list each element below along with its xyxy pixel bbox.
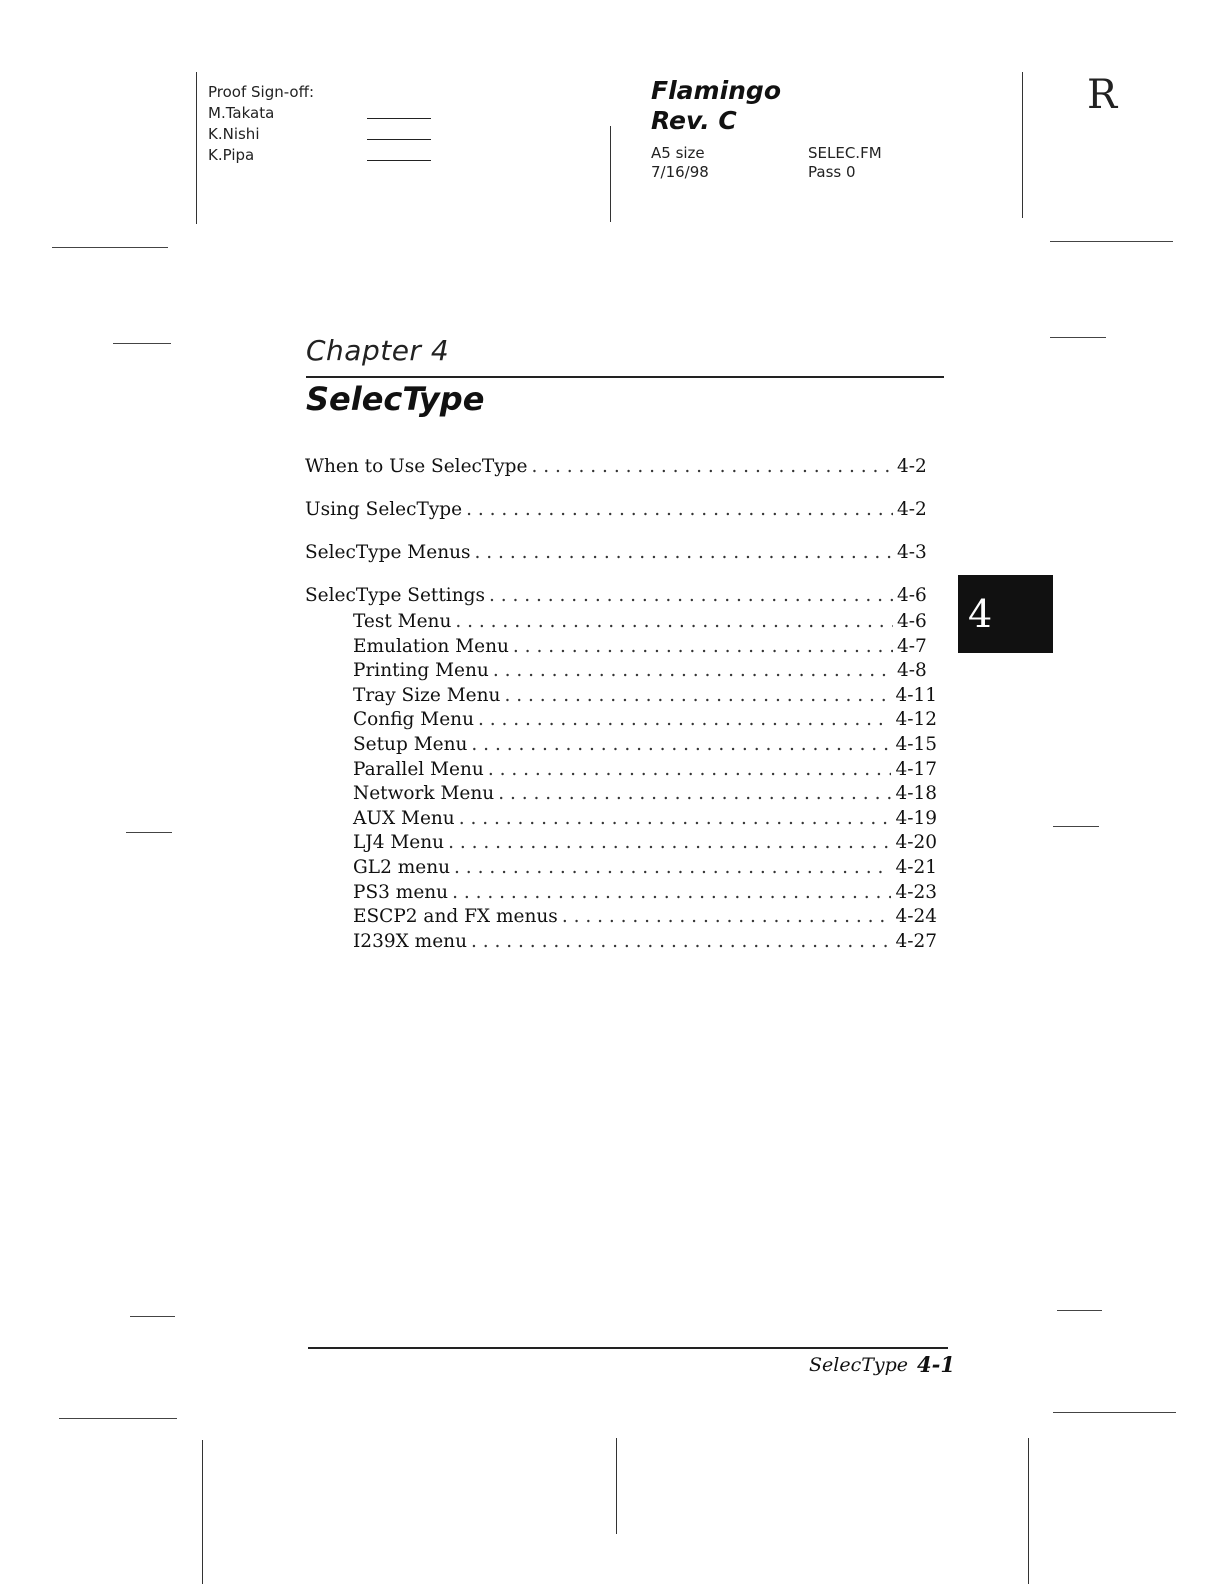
toc-subentry-title: Printing Menu: [353, 660, 489, 682]
toc-subentry-title: Emulation Menu: [353, 635, 509, 657]
project-pass: Pass 0: [808, 163, 856, 181]
toc-subentry[interactable]: [305, 734, 937, 759]
toc-leader: [478, 709, 891, 730]
footer-rule: [308, 1347, 948, 1349]
toc-subentry-title: ESCP2 and FX menus: [353, 906, 558, 928]
toc-subentry-title: Network Menu: [353, 783, 495, 805]
toc-subentry-title: LJ4 Menu: [353, 832, 445, 854]
table-of-contents: [305, 456, 937, 955]
toc-entry-page: 4-2: [897, 499, 927, 520]
proof-signoff-name: K.Nishi: [208, 125, 260, 143]
project-file: SELEC.FM: [808, 144, 882, 162]
registration-mark: [202, 1440, 203, 1584]
registration-mark: [1022, 72, 1023, 218]
toc-entry-title: Using SelecType: [305, 499, 463, 520]
toc-leader: [489, 585, 893, 606]
toc-subentry[interactable]: [305, 660, 937, 685]
project-header: [651, 76, 781, 136]
toc-subentry-page: 4-6: [897, 611, 927, 632]
project-size: A5 size: [651, 144, 705, 162]
toc-subentry[interactable]: [305, 882, 937, 907]
toc-entry[interactable]: [305, 585, 937, 611]
toc-subentry-page: 4-15: [895, 733, 937, 755]
toc-entry-page: 4-2: [897, 456, 927, 477]
toc-leader: [513, 636, 893, 657]
toc-leader: [498, 783, 891, 804]
chapter-rule: [306, 376, 944, 378]
toc-subentry-page: 4-20: [895, 832, 937, 854]
toc-subentry-page: 4-17: [895, 758, 937, 780]
toc-leader: [471, 931, 891, 952]
toc-subentry-page: 4-8: [897, 660, 927, 682]
registration-mark: [1050, 241, 1173, 242]
toc-subentry[interactable]: [305, 685, 937, 710]
toc-subentry[interactable]: [305, 611, 937, 636]
toc-subentry-title: I239X menu: [353, 930, 467, 952]
project-revision: Rev. C: [651, 106, 737, 135]
toc-subentry[interactable]: [305, 931, 937, 956]
toc-leader: [459, 808, 892, 829]
toc-entry-title: When to Use SelecType: [305, 456, 528, 477]
proof-signoff-name: K.Pipa: [208, 146, 255, 164]
toc-subentry-page: 4-27: [895, 930, 937, 952]
toc-subentry[interactable]: [305, 636, 937, 661]
toc-subentry-page: 4-12: [895, 709, 937, 731]
toc-subentry-title: Parallel Menu: [353, 758, 484, 780]
toc-subentry[interactable]: [305, 832, 937, 857]
registration-mark: [1053, 826, 1099, 827]
toc-subentry-page: 4-23: [895, 881, 937, 903]
toc-subentry-page: 4-11: [895, 684, 937, 706]
toc-subentry[interactable]: [305, 783, 937, 808]
registration-mark: [126, 832, 172, 833]
toc-entry-title: SelecType Settings: [305, 585, 485, 606]
registration-mark: [59, 1418, 177, 1419]
toc-subentry[interactable]: [305, 759, 937, 784]
toc-subentry[interactable]: [305, 808, 937, 833]
signature-line: [367, 118, 431, 119]
toc-subentry-title: Test Menu: [353, 611, 452, 632]
proof-signoff-name: M.Takata: [208, 104, 275, 122]
toc-entry-page: 4-3: [897, 542, 927, 563]
registration-mark: [52, 247, 168, 248]
project-name: Flamingo: [651, 76, 782, 105]
toc-leader: [504, 685, 891, 706]
registration-mark: [1050, 337, 1106, 338]
registration-mark: [113, 343, 171, 344]
toc-entry[interactable]: [305, 499, 937, 542]
registration-mark: [130, 1316, 175, 1317]
toc-subentry-page: 4-19: [895, 807, 937, 829]
toc-subentry-title: Config Menu: [353, 709, 474, 731]
corner-mark: R: [1087, 72, 1118, 118]
toc-subentry-title: PS3 menu: [353, 881, 449, 903]
toc-leader: [475, 542, 893, 563]
toc-leader: [471, 734, 891, 755]
toc-subentry-page: 4-24: [895, 906, 937, 928]
registration-mark: [1028, 1438, 1029, 1584]
toc-subentry-title: GL2 menu: [353, 856, 451, 878]
proof-signoff-heading: Proof Sign-off:: [208, 83, 314, 101]
toc-subentry-title: AUX Menu: [353, 807, 455, 829]
page-number: 4-1: [917, 1352, 955, 1377]
registration-mark: [616, 1438, 617, 1534]
toc-leader: [448, 832, 891, 853]
chapter-title: SelecType: [306, 380, 485, 418]
registration-mark: [1057, 1310, 1102, 1311]
toc-leader: [466, 499, 893, 520]
footer-title: SelecType: [809, 1354, 909, 1376]
toc-leader: [562, 906, 892, 927]
toc-entry[interactable]: [305, 542, 937, 585]
toc-entry[interactable]: [305, 456, 937, 499]
toc-leader: [454, 857, 891, 878]
toc-subentry-title: Tray Size Menu: [353, 684, 501, 706]
signature-line: [367, 139, 431, 140]
toc-subentry-title: Setup Menu: [353, 733, 468, 755]
signature-line: [367, 160, 431, 161]
registration-mark: [1053, 1412, 1176, 1413]
toc-subentry-page: 4-18: [895, 783, 937, 805]
toc-subentry-page: 4-7: [897, 635, 927, 657]
proof-signoff: [208, 82, 314, 166]
toc-subentry[interactable]: [305, 857, 937, 882]
toc-leader: [488, 759, 892, 780]
toc-entry-page: 4-6: [897, 585, 927, 606]
registration-mark: [196, 72, 197, 224]
toc-entry-title: SelecType Menus: [305, 542, 471, 563]
project-date: 7/16/98: [651, 163, 709, 181]
chapter-thumb-tab: 4: [958, 575, 1053, 653]
toc-leader: [452, 882, 891, 903]
toc-leader: [493, 660, 893, 681]
chapter-label: Chapter 4: [306, 334, 450, 367]
toc-leader: [455, 611, 893, 632]
toc-subentry[interactable]: [305, 709, 937, 734]
toc-subentry[interactable]: [305, 906, 937, 931]
toc-leader: [531, 456, 893, 477]
toc-subentry-page: 4-21: [895, 856, 937, 878]
registration-mark: [610, 126, 611, 222]
